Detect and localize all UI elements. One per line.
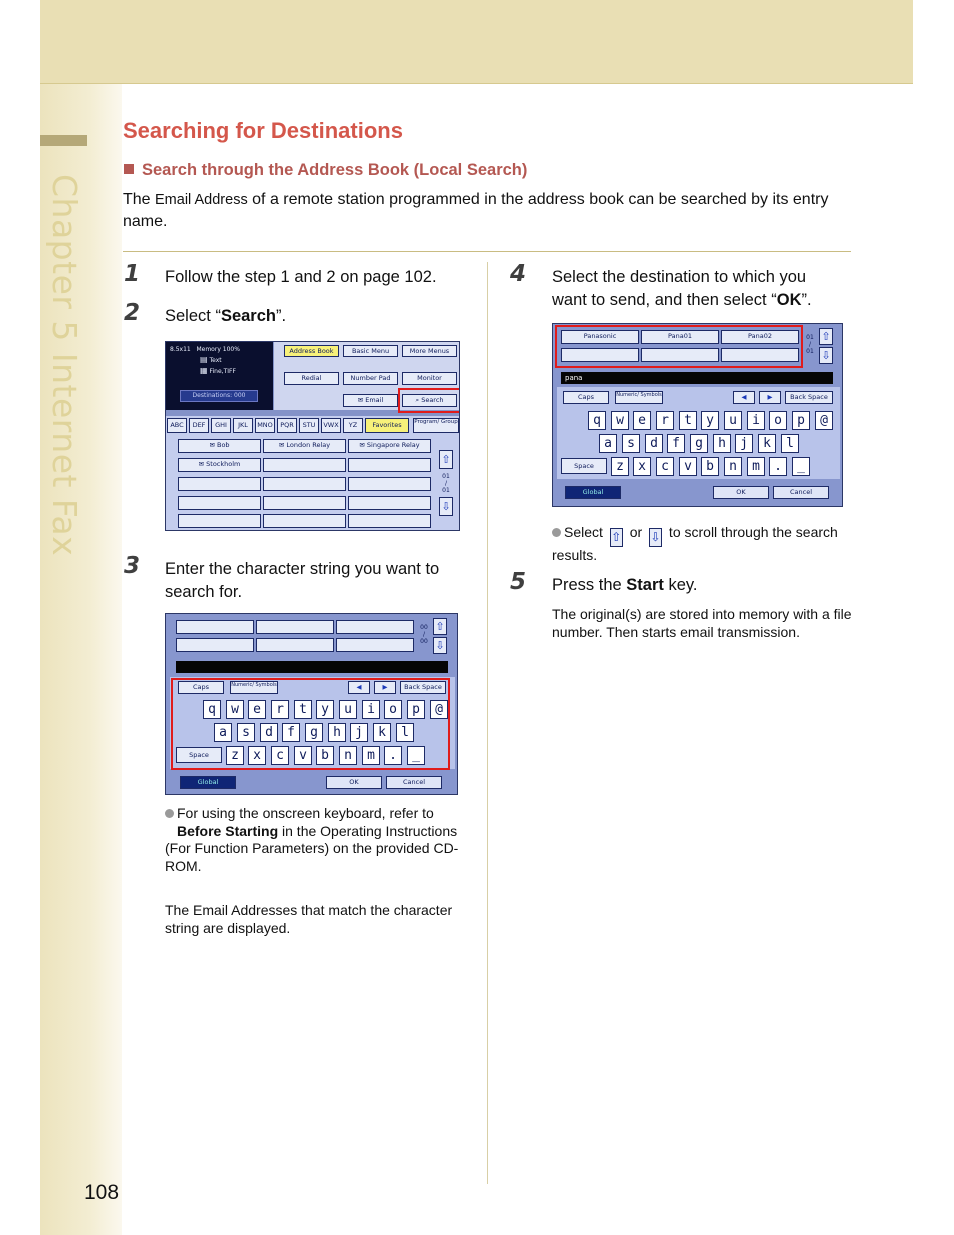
email-entry-icon: ✉ xyxy=(359,441,365,449)
key-u[interactable]: u xyxy=(339,700,357,719)
text-mode-icon: ▤ xyxy=(200,355,208,364)
key-k[interactable]: k xyxy=(758,434,776,453)
step-text-pre: Select “ xyxy=(165,307,221,325)
page-separator: / xyxy=(444,480,448,487)
step-number: 5 xyxy=(510,569,527,595)
email-button-label: Email xyxy=(365,396,384,404)
result-entry[interactable]: Pana01 xyxy=(641,330,719,344)
cancel-button[interactable]: Cancel xyxy=(773,486,829,499)
key-k[interactable]: k xyxy=(373,723,391,742)
key-j[interactable]: j xyxy=(735,434,753,453)
destinations-counter: Destinations: 000 xyxy=(180,390,258,402)
scroll-down-button[interactable] xyxy=(819,347,833,364)
address-entry-empty[interactable] xyxy=(348,458,431,472)
key-s[interactable]: s xyxy=(237,723,255,742)
result-entry[interactable]: Panasonic xyxy=(561,330,639,344)
results-screen xyxy=(552,323,843,507)
result-slot[interactable] xyxy=(176,638,254,652)
email-entry-icon: ✉ xyxy=(278,441,285,449)
scroll-up-button[interactable] xyxy=(819,328,833,345)
square-bullet-icon xyxy=(124,164,134,174)
key-o[interactable]: o xyxy=(384,700,402,719)
column-divider xyxy=(487,262,488,1184)
cursor-left-button[interactable]: ◀ xyxy=(733,391,755,404)
address-entry-name: Singapore Relay xyxy=(366,441,420,449)
global-button[interactable]: Global xyxy=(180,776,236,789)
step-text xyxy=(552,266,844,312)
envelope-icon: ✉ xyxy=(357,396,364,404)
search-icon: ⌕ xyxy=(415,396,420,404)
intro-paragraph xyxy=(123,189,858,232)
ok-button[interactable]: OK xyxy=(713,486,769,499)
key-p[interactable]: p xyxy=(792,411,810,430)
chapter-label: Chapter 5 Internet Fax xyxy=(45,174,84,557)
subheading xyxy=(124,161,527,180)
note-bold: Before Starting xyxy=(177,822,279,839)
section-title: Searching for Destinations xyxy=(123,118,403,143)
note-mid: or xyxy=(625,524,647,540)
address-entry-empty[interactable] xyxy=(348,477,431,491)
key-i[interactable]: i xyxy=(362,700,380,719)
key-x[interactable]: x xyxy=(633,457,651,476)
search-input[interactable]: pana xyxy=(561,372,833,384)
tab-address-book[interactable]: Address Book xyxy=(284,345,339,357)
index-tab-def[interactable]: DEF xyxy=(189,418,209,433)
section-divider xyxy=(123,251,851,252)
scroll-down-button[interactable] xyxy=(433,637,447,654)
cursor-right-button[interactable]: ▶ xyxy=(759,391,781,404)
step-text-bold: Search xyxy=(220,307,276,325)
bullet-dot-icon xyxy=(552,528,561,537)
key-d[interactable]: d xyxy=(645,434,663,453)
key-c[interactable]: c xyxy=(271,746,289,765)
redial-button[interactable]: Redial xyxy=(284,372,339,385)
address-entry-name: Stockholm xyxy=(206,460,241,468)
key-f[interactable]: f xyxy=(667,434,685,453)
key-v[interactable]: v xyxy=(294,746,312,765)
key-x[interactable]: x xyxy=(248,746,266,765)
step-text-pre: Press the xyxy=(552,576,627,594)
search-screen xyxy=(165,341,460,531)
page-separator: / xyxy=(422,631,426,638)
result-slot[interactable] xyxy=(256,638,334,652)
index-tab-mno[interactable]: MNO xyxy=(255,418,275,433)
page-current: 01 xyxy=(806,334,814,341)
step-text-post: ”. xyxy=(275,307,287,325)
search-highlight xyxy=(398,388,460,413)
scroll-down-button[interactable] xyxy=(439,497,453,516)
page-indicator xyxy=(418,624,430,645)
index-tab-pqr[interactable]: PQR xyxy=(277,418,297,433)
address-entry-empty[interactable] xyxy=(348,514,431,528)
key-d[interactable]: d xyxy=(260,723,278,742)
down-arrow-icon: ⇩ xyxy=(435,639,445,652)
tab-more-menus[interactable]: More Menus xyxy=(402,345,457,357)
key-w[interactable]: w xyxy=(611,411,629,430)
space-button[interactable]: Space xyxy=(561,458,607,474)
address-entry-empty[interactable] xyxy=(348,496,431,510)
resolution: Fine,TIFF xyxy=(209,368,236,375)
page-total: 00 xyxy=(420,638,428,645)
page-number: 108 xyxy=(84,1181,120,1204)
key-underscore[interactable]: _ xyxy=(407,746,425,765)
key-t[interactable]: t xyxy=(294,700,312,719)
search-input[interactable] xyxy=(176,661,448,673)
result-slot[interactable] xyxy=(336,638,414,652)
cancel-button[interactable]: Cancel xyxy=(386,776,442,789)
keyboard-screen xyxy=(165,613,458,795)
address-entry-empty[interactable] xyxy=(263,458,346,472)
cursor-right-button[interactable]: ▶ xyxy=(374,681,396,694)
intro-term: Email Address xyxy=(155,192,248,208)
note-post: to scroll through the search results. xyxy=(552,524,838,563)
step-number: 2 xyxy=(124,300,141,326)
result-entry[interactable]: Pana02 xyxy=(721,330,799,344)
key-z[interactable]: z xyxy=(611,457,629,476)
key-b[interactable]: b xyxy=(316,746,334,765)
key-h[interactable]: h xyxy=(713,434,731,453)
key-p[interactable]: p xyxy=(407,700,425,719)
step-number: 4 xyxy=(510,261,527,287)
key-n[interactable]: n xyxy=(724,457,742,476)
email-entry-icon: ✉ xyxy=(209,441,215,449)
key-r[interactable]: r xyxy=(656,411,674,430)
caps-button[interactable]: Caps xyxy=(178,681,224,694)
index-tab-favorites[interactable]: Favorites xyxy=(365,418,409,433)
space-button[interactable]: Space xyxy=(176,747,222,763)
result-slot[interactable] xyxy=(256,620,334,634)
paper-size: 8.5x11 xyxy=(170,346,191,353)
scroll-note xyxy=(552,524,852,565)
tab-basic-menu[interactable]: Basic Menu xyxy=(343,345,398,357)
backspace-button[interactable]: Back Space xyxy=(400,681,446,694)
key-t[interactable]: t xyxy=(679,411,697,430)
page-indicator xyxy=(438,473,454,494)
note-pre: For using the onscreen keyboard, refer to xyxy=(177,805,434,821)
key-g[interactable]: g xyxy=(305,723,323,742)
address-entry[interactable] xyxy=(178,439,261,453)
cursor-left-button[interactable]: ◀ xyxy=(348,681,370,694)
step-text-post: ”. xyxy=(801,291,812,309)
page-indicator xyxy=(804,334,816,355)
result-note: The Email Addresses that match the character string are displayed. xyxy=(165,902,453,936)
key-b[interactable]: b xyxy=(701,457,719,476)
subheading-text: Search through the Address Book (Local Search) xyxy=(142,161,528,179)
page-total: 01 xyxy=(806,348,814,355)
key-a[interactable]: a xyxy=(599,434,617,453)
address-entry[interactable] xyxy=(263,439,346,453)
number-pad-button[interactable]: Number Pad xyxy=(343,372,398,385)
index-tab-abc[interactable]: ABC xyxy=(167,418,187,433)
down-arrow-icon: ⇩ xyxy=(821,349,831,362)
step-text xyxy=(552,574,844,597)
address-entry-empty[interactable] xyxy=(178,514,261,528)
address-entry-empty[interactable] xyxy=(178,496,261,510)
index-tab-yz[interactable]: YZ xyxy=(343,418,363,433)
scan-mode: Text xyxy=(209,357,222,364)
key-period[interactable]: . xyxy=(384,746,402,765)
address-entry-empty[interactable] xyxy=(263,496,346,510)
page-separator: / xyxy=(808,341,812,348)
caps-button[interactable]: Caps xyxy=(563,391,609,404)
backspace-button[interactable]: Back Space xyxy=(785,391,833,404)
transmission-note: The original(s) are stored into memory with a file number. Then starts email transmission. xyxy=(552,606,852,640)
key-w[interactable]: w xyxy=(226,700,244,719)
key-q[interactable]: q xyxy=(588,411,606,430)
bullet-dot-icon xyxy=(165,809,174,818)
key-e[interactable]: e xyxy=(248,700,266,719)
key-y[interactable]: y xyxy=(701,411,719,430)
global-button[interactable]: Global xyxy=(565,486,621,499)
step-text-post: key. xyxy=(663,576,698,594)
page-current: 00 xyxy=(420,624,428,631)
key-underscore[interactable]: _ xyxy=(792,457,810,476)
key-q[interactable]: q xyxy=(203,700,221,719)
index-tab-vwx[interactable]: VWX xyxy=(321,418,341,433)
key-u[interactable]: u xyxy=(724,411,742,430)
keyboard-note xyxy=(165,805,465,875)
address-entry[interactable] xyxy=(348,439,431,453)
intro-prefix: The xyxy=(123,191,156,208)
key-i[interactable]: i xyxy=(747,411,765,430)
key-c[interactable]: c xyxy=(656,457,674,476)
scroll-up-button[interactable] xyxy=(439,450,453,469)
key-g[interactable]: g xyxy=(690,434,708,453)
note-post: in the Operating Instructions (For Function Parameters) on the provided CD-ROM. xyxy=(165,822,459,874)
step-text-pre: Select the destination to which you want to send, and then select “ xyxy=(552,268,807,309)
key-m[interactable]: m xyxy=(747,457,765,476)
email-entry-icon: ✉ xyxy=(198,460,205,468)
step-text: Follow the step 1 and 2 on page 102. xyxy=(165,268,437,286)
address-entry-empty[interactable] xyxy=(263,477,346,491)
page-total: 01 xyxy=(442,487,450,494)
result-slot[interactable] xyxy=(176,620,254,634)
chapter-tab-marker xyxy=(40,135,87,146)
status-panel xyxy=(166,342,273,410)
key-l[interactable]: l xyxy=(781,434,799,453)
down-arrow-icon: ⇩ xyxy=(441,500,451,513)
key-at[interactable]: @ xyxy=(430,700,448,719)
key-z[interactable]: z xyxy=(226,746,244,765)
key-f[interactable]: f xyxy=(282,723,300,742)
key-s[interactable]: s xyxy=(622,434,640,453)
search-button-label: Search xyxy=(421,396,444,404)
up-arrow-icon: ⇧ xyxy=(821,330,831,343)
step-text-bold: OK xyxy=(776,291,802,309)
keyboard-highlight xyxy=(171,678,450,770)
address-entry-empty[interactable] xyxy=(263,514,346,528)
monitor-button[interactable]: Monitor xyxy=(402,372,457,385)
numeric-symbols-button[interactable]: Numeric/ Symbols xyxy=(615,391,663,404)
memory-level: Memory 100% xyxy=(196,346,240,353)
key-h[interactable]: h xyxy=(328,723,346,742)
key-e[interactable]: e xyxy=(633,411,651,430)
up-arrow-icon: ⇧ xyxy=(610,528,623,547)
address-entry-empty[interactable] xyxy=(178,477,261,491)
step-text xyxy=(165,305,475,328)
up-arrow-icon: ⇧ xyxy=(435,620,445,633)
key-o[interactable]: o xyxy=(769,411,787,430)
key-a[interactable]: a xyxy=(214,723,232,742)
scroll-up-button[interactable] xyxy=(433,618,447,635)
step-text: Enter the character string you want to search for. xyxy=(165,560,440,601)
up-arrow-icon: ⇧ xyxy=(441,453,451,466)
resolution-icon: ▦ xyxy=(200,366,208,375)
step-number: 1 xyxy=(124,261,141,287)
key-j[interactable]: j xyxy=(350,723,368,742)
key-m[interactable]: m xyxy=(362,746,380,765)
numeric-symbols-button[interactable]: Numeric/ Symbols xyxy=(230,681,278,694)
key-at[interactable]: @ xyxy=(815,411,833,430)
header-band xyxy=(40,0,913,84)
results-highlight xyxy=(555,325,803,368)
index-tab-ghi[interactable]: GHI xyxy=(211,418,231,433)
address-entry-name: Bob xyxy=(216,441,230,449)
key-period[interactable]: . xyxy=(769,457,787,476)
email-button[interactable] xyxy=(343,394,398,407)
key-v[interactable]: v xyxy=(679,457,697,476)
step-text-bold: Start xyxy=(626,576,664,594)
index-tab-jkl[interactable]: JKL xyxy=(233,418,253,433)
result-slot[interactable] xyxy=(336,620,414,634)
key-y[interactable]: y xyxy=(316,700,334,719)
down-arrow-icon: ⇩ xyxy=(649,528,662,547)
address-entry-name: London Relay xyxy=(286,441,331,449)
key-n[interactable]: n xyxy=(339,746,357,765)
note-pre: Select xyxy=(564,524,607,540)
step-number: 3 xyxy=(124,553,141,579)
ok-button[interactable]: OK xyxy=(326,776,382,789)
page-current: 01 xyxy=(442,473,450,480)
key-r[interactable]: r xyxy=(271,700,289,719)
intro-suffix: of a remote station programmed in the address book can be searched by its entry name. xyxy=(123,191,829,230)
index-tab-program-group[interactable]: Program/ Group xyxy=(413,418,459,433)
key-l[interactable]: l xyxy=(396,723,414,742)
address-entry[interactable] xyxy=(178,458,261,472)
index-tab-stu[interactable]: STU xyxy=(299,418,319,433)
